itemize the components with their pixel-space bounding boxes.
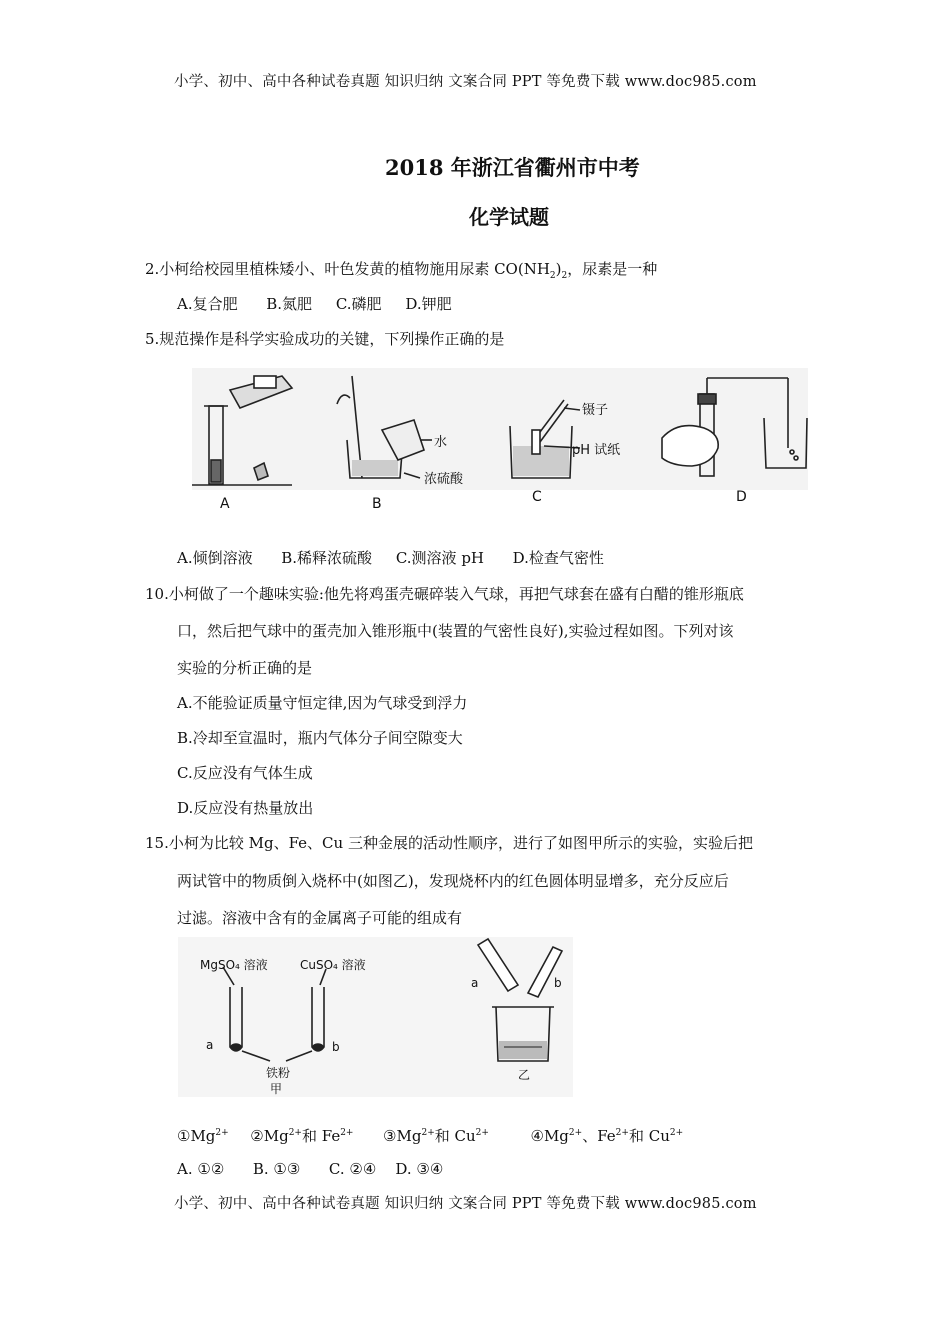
label-water: 水 (434, 435, 448, 450)
q10-line-3: 实验的分析正确的是 (177, 659, 313, 677)
label-yi-b: b (554, 976, 562, 990)
label-a: A (220, 496, 230, 512)
page-header: 小学、初中、高中各种试卷真题 知识归纳 文案合同 PPT 等免费下载 www.doc985.com (174, 74, 757, 90)
label-cuso4: CuSO₄ 溶液 (300, 958, 366, 972)
q10-line-1: 10.小柯做了一个趣味实验:他先将鸡蛋壳碾碎装入气球，再把气球套在盛有白醋的锥形瓶底 (145, 585, 744, 603)
label-ph-paper: pH 试纸 (572, 443, 621, 458)
q10-line-2: 口，然后把气球中的蛋壳加入锥形瓶中(装置的气密性良好),实验过程如图。下列对该 (177, 622, 734, 640)
label-yi-a: a (471, 976, 479, 990)
q10-option-d: D.反应没有热量放出 (177, 799, 314, 817)
label-jia: 甲 (270, 1082, 283, 1096)
q15-line-1: 15.小柯为比较 Mg、Fe、Cu 三种金展的活动性顺序，进行了如图甲所示的实验，实验后把 (145, 834, 753, 852)
page-title: 2018 年浙江省衢州市中考 (385, 155, 640, 180)
q2-stem-end: ，尿素是一种 (567, 260, 658, 278)
page-footer: 小学、初中、高中各种试卷真题 知识归纳 文案合同 PPT 等免费下载 www.doc985.com (174, 1196, 757, 1212)
q10-option-a: A.不能验证质量守恒定律,因为气球受到浮力 (177, 694, 468, 712)
q15-line-2: 两试管中的物质倒入烧杯中(如图乙)，发现烧杯内的红色圆体明显增多，充分反应后 (177, 872, 729, 890)
q15-line-3: 过滤。溶液中含有的金属离子可能的组成有 (177, 909, 463, 927)
q2-stem-text: 2.小柯给校园里植株矮小、叶色发黄的植物施用尿素 CO(NH (145, 260, 550, 278)
q2-subscript-2: 2 (561, 271, 568, 281)
q2-options: A.复合肥 B.氮肥 C.磷肥 D.钾肥 (177, 295, 452, 313)
label-d: D (736, 489, 747, 505)
ion-choice-4: $④Mg^{2+}$、$Fe^{2+}$和 $Cu^{2+}$ (530, 1127, 684, 1145)
q15-options: A. ①② B. ①③ C. ②④ D. ③④ (177, 1160, 444, 1178)
label-tweezers: 镊子 (582, 403, 609, 418)
q15-ion-choices (177, 1125, 683, 1146)
ion-choice-1: $①Mg^{2+}$ (177, 1127, 229, 1145)
q5-stem: 5.规范操作是科学实验成功的关键，下列操作正确的是 (145, 330, 505, 348)
label-iron-powder: 铁粉 (266, 1066, 291, 1080)
q2-subscript: 2 (549, 271, 556, 281)
q2-stem-mid: ) (555, 260, 562, 278)
label-tube-a: a (206, 1038, 214, 1052)
label-concentrated-acid: 浓硫酸 (424, 472, 464, 487)
q2-stem (145, 258, 657, 281)
label-b: B (372, 496, 382, 512)
q5-options: A.倾倒溶液 B.稀释浓硫酸 C.测溶液 pH D.检查气密性 (177, 549, 604, 567)
label-mgso4: MgSO₄ 溶液 (200, 958, 268, 972)
q10-option-c: C.反应没有气体生成 (177, 764, 313, 782)
ion-choice-3: $③Mg^{2+}$和 $Cu^{2+}$ (383, 1127, 489, 1145)
label-c: C (532, 489, 542, 505)
label-yi: 乙 (518, 1068, 531, 1082)
ion-choice-2: $②Mg^{2+}$和 $Fe^{2+}$ (250, 1127, 354, 1145)
label-tube-b: b (332, 1040, 340, 1054)
q5-figure (192, 368, 808, 518)
q15-figure (178, 937, 573, 1097)
page-subtitle: 化学试题 (469, 205, 549, 229)
q10-option-b: B.冷却至宣温时，瓶内气体分子间空隙变大 (177, 729, 463, 747)
